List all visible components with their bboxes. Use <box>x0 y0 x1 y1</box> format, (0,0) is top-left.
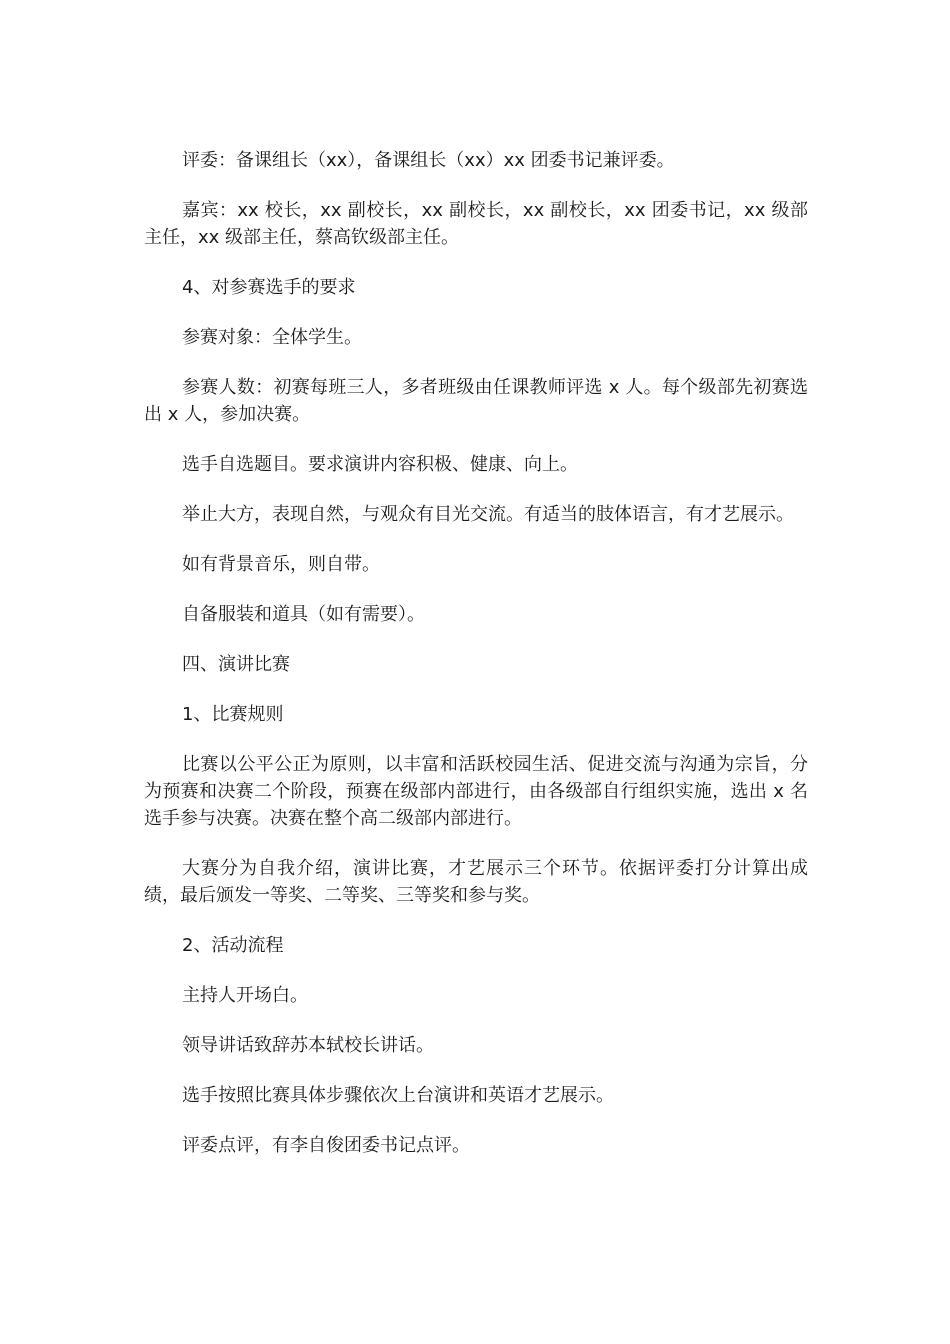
flow-step-leader-speech: 领导讲话致辞苏本轼校长讲话。 <box>182 1035 434 1056</box>
costume-paragraph: 自备服装和道具（如有需要）。 <box>182 604 425 625</box>
guests-paragraph: 嘉宾：xx 校长，xx 副校长，xx 副校长，xx 副校长，xx 团委书记，xx 级部主任，xx 级部主任，蔡高钦级部主任。 <box>144 200 808 248</box>
rules-paragraph: 比赛以公平公正为原则，以丰富和活跃校园生活、促进交流与沟通为宗旨，分为预赛和决赛二个阶段，预赛在级部内部进行，由各级部自行组织实施，选出 x 名选手参与决赛。决赛在整个高二级部内部进行。 <box>144 754 808 829</box>
manner-paragraph: 举止大方，表现自然，与观众有目光交流。有适当的肢体语言，有才艺展示。 <box>182 504 794 525</box>
music-paragraph: 如有背景音乐，则自带。 <box>182 554 380 575</box>
contest-stages-paragraph: 大赛分为自我介绍，演讲比赛，才艺展示三个环节。依据评委打分计算出成绩，最后颁发一等奖、二等奖、三等奖和参与奖。 <box>144 858 808 906</box>
flow-step-host-opening: 主持人开场白。 <box>182 985 308 1006</box>
section-heading-speech-contest: 四、演讲比赛 <box>182 654 290 675</box>
flow-step-contestant-speeches: 选手按照比赛具体步骤依次上台演讲和英语才艺展示。 <box>182 1085 614 1106</box>
document-body <box>144 147 808 1182</box>
section-heading-activity-flow: 2、活动流程 <box>182 935 284 956</box>
flow-step-judge-comments: 评委点评，有李自俊团委书记点评。 <box>182 1135 470 1156</box>
participants-paragraph: 参赛对象：全体学生。 <box>182 327 362 348</box>
topic-paragraph: 选手自选题目。要求演讲内容积极、健康、向上。 <box>182 454 578 475</box>
section-heading-contest-rules: 1、比赛规则 <box>182 704 284 725</box>
judges-paragraph: 评委：备课组长（xx），备课组长（xx）xx 团委书记兼评委。 <box>182 150 675 171</box>
section-heading-contestant-requirements: 4、对参赛选手的要求 <box>182 277 356 298</box>
participant-count-paragraph: 参赛人数：初赛每班三人，多者班级由任课教师评选 x 人。每个级部先初赛选出 x 人，参加决赛。 <box>144 377 808 425</box>
